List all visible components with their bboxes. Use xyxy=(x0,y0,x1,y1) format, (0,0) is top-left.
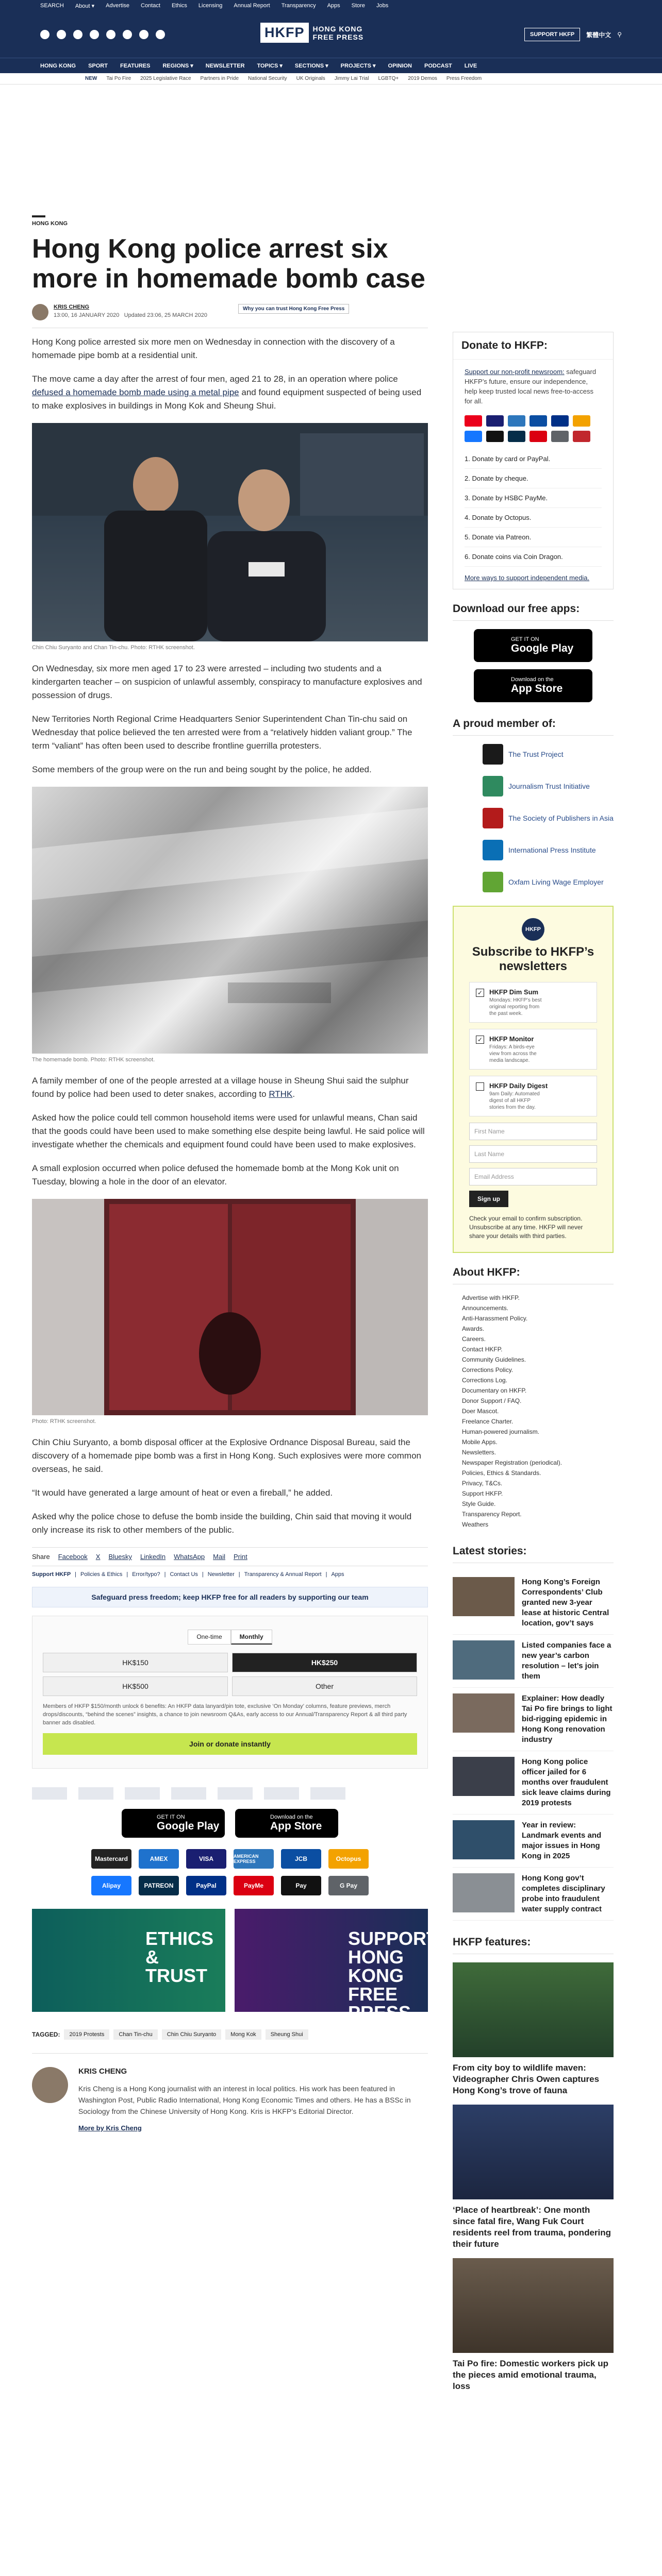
feature-story[interactable] xyxy=(453,2105,614,2250)
google-play-label: Google Play xyxy=(157,1820,220,1832)
feature-headline: From city boy to wildlife maven: Videographer Chris Owen captures Hong Kong’s trove of fauna xyxy=(453,2063,600,2095)
story-thumbnail xyxy=(453,1757,515,1796)
rthk-link[interactable]: RTHK xyxy=(269,1089,293,1099)
newsletter-option[interactable] xyxy=(469,1029,597,1070)
app-store-label: App Store xyxy=(511,683,563,694)
share-label: Share xyxy=(32,1553,50,1561)
newsletter-logo: HKFP xyxy=(522,918,544,941)
tag[interactable]: 2019 Protests xyxy=(64,2029,109,2040)
byline-text xyxy=(54,304,207,318)
about-link[interactable]: Doer Mascot. xyxy=(462,1408,499,1415)
payme-icon xyxy=(529,431,547,442)
member-name: The Society of Publishers in Asia xyxy=(508,814,614,822)
oxfam-logo[interactable] xyxy=(218,1787,253,1800)
trending-link[interactable]: National Security xyxy=(248,76,287,81)
ipi-icon xyxy=(483,840,503,860)
trending-link[interactable]: UK Originals xyxy=(296,76,325,81)
support-link[interactable]: Newsletter xyxy=(207,1571,235,1578)
topbar-item-search[interactable]: SEARCH xyxy=(40,3,64,9)
paragraph-text: A family member of one of the people arrested at a village house in Sheung Shui said the sulphur found by police had been used to deter snakes, according to xyxy=(32,1076,409,1099)
tags-label: TAGGED: xyxy=(32,2031,60,2038)
topbar-item-jobs[interactable]: Jobs xyxy=(376,3,389,9)
article xyxy=(32,215,438,2132)
rss-icon[interactable] xyxy=(156,30,165,39)
jti-icon xyxy=(483,776,503,796)
topbar-item-ethics[interactable]: Ethics xyxy=(171,3,187,9)
paragraph xyxy=(32,1074,428,1101)
membership-note: Members of HKFP $150/month unlock 6 benefits: An HKFP data lanyard/pin tote, exclusive ‘On Monday’ columns, feature previews, merch drops/discounts, “behind the scenes” insights, a chance to join newsroom Q&As, early access to our Annual/Transparency Report & all third party banner ads disabled. xyxy=(43,1703,407,1726)
paragraph: Asked why the police chose to defuse the bomb inside the building, Chin said that moving it would only increase its risk to other members of the public. xyxy=(32,1512,412,1535)
support-link[interactable]: Apps xyxy=(331,1571,344,1578)
about-link[interactable]: Careers. xyxy=(462,1335,486,1343)
trending-link[interactable]: 2019 Demos xyxy=(408,76,437,81)
award-logo-2[interactable] xyxy=(310,1787,345,1800)
link-separator: | xyxy=(164,1571,166,1578)
support-link[interactable]: Contact Us xyxy=(170,1571,198,1578)
octopus-icon xyxy=(573,415,590,427)
app-store-small: Download on the xyxy=(270,1814,313,1820)
link-separator: | xyxy=(126,1571,128,1578)
story-headline: Listed companies face a new year’s carbon resolution – let’s join them xyxy=(522,1641,611,1681)
support-links xyxy=(32,1566,428,1583)
story-headline: Hong Kong gov’t completes disciplinary probe into fraudulent water supply contract xyxy=(522,1874,605,1913)
about-link[interactable]: Contact HKFP. xyxy=(462,1346,503,1353)
amount-option[interactable]: HK$150 xyxy=(43,1653,228,1672)
google-play-small: GET IT ON xyxy=(511,636,539,642)
app-store-small: Download on the xyxy=(511,676,554,683)
patreon-icon xyxy=(508,431,525,442)
mastercard-icon xyxy=(465,415,482,427)
share-x[interactable]: X xyxy=(95,1553,101,1561)
donate-method[interactable]: 6. Donate coins via Coin Dragon. xyxy=(465,547,602,567)
newsletter-box xyxy=(453,906,614,1253)
paragraph xyxy=(32,372,428,413)
more-by-author-link[interactable]: More by Kris Cheng xyxy=(78,2124,142,2132)
ipi-logo[interactable] xyxy=(171,1787,206,1800)
jti-logo[interactable] xyxy=(78,1787,113,1800)
about-link[interactable]: Mobile Apps. xyxy=(462,1438,498,1446)
checkbox-unchecked[interactable] xyxy=(476,1082,484,1091)
member-logos-row xyxy=(32,1787,428,1800)
donate-method[interactable]: 1. Donate by card or PayPal. xyxy=(465,449,602,469)
jcb-icon xyxy=(529,415,547,427)
member-name: Journalism Trust Initiative xyxy=(508,782,590,790)
member-list xyxy=(453,744,614,892)
about-link[interactable]: Transparency Report. xyxy=(462,1511,522,1518)
about-link[interactable]: Announcements. xyxy=(462,1304,509,1312)
about-link[interactable]: Privacy, T&Cs. xyxy=(462,1480,503,1487)
donation-widget xyxy=(32,1616,428,1769)
photo-officers xyxy=(32,423,428,641)
american-express-icon: AMERICAN EXPRESS xyxy=(234,1849,274,1869)
signup-button[interactable]: Sign up xyxy=(469,1191,508,1207)
share-facebook[interactable]: Facebook xyxy=(58,1553,88,1561)
google-play-button[interactable] xyxy=(122,1809,225,1838)
newsletter-title: Subscribe to HKFP’s newsletters xyxy=(472,945,594,973)
trust-pill[interactable]: Why you can trust Hong Kong Free Press xyxy=(238,304,349,314)
first-name-input[interactable]: First Name xyxy=(469,1123,597,1140)
topbar-item-transparency[interactable]: Transparency xyxy=(281,3,316,9)
nav-sport[interactable]: SPORT xyxy=(88,62,108,69)
nav-projects[interactable]: PROJECTS ▾ xyxy=(340,63,376,69)
amount-option-selected[interactable]: HK$250 xyxy=(232,1653,417,1672)
visa-icon xyxy=(486,415,504,427)
logo-mark: HKFP xyxy=(260,23,309,43)
share-linkedin[interactable]: LinkedIn xyxy=(140,1553,166,1561)
inline-link[interactable]: defused a homemade bomb made using a metal pipe xyxy=(32,387,239,397)
link-separator: | xyxy=(202,1571,204,1578)
link-separator: | xyxy=(75,1571,77,1578)
feature-stories xyxy=(453,1962,614,2392)
latest-stories xyxy=(453,1571,614,1921)
apps-title: Download our free apps: xyxy=(453,603,614,621)
jcb-icon: JCB xyxy=(281,1849,321,1869)
logo-line-1: HONG KONG xyxy=(312,24,363,33)
app-store-button[interactable] xyxy=(235,1809,338,1838)
about-link[interactable]: Newsletters. xyxy=(462,1449,496,1456)
newsletter-note: Check your email to confirm subscription. Unsubscribe at any time. HKFP will never share your details with third parties. xyxy=(469,1215,583,1240)
paypal-icon: PayPal xyxy=(186,1876,226,1895)
nav-podcast[interactable]: PODCAST xyxy=(424,62,452,69)
nav-newsletter[interactable]: NEWSLETTER xyxy=(205,62,245,69)
support-link[interactable]: Error/typo? xyxy=(132,1571,160,1578)
link-separator: | xyxy=(238,1571,240,1578)
paragraph: Asked how the police could tell common household items were used for unlawful means, Chan said that the goods could have been used to make something else despite being lawful. He said police will investigate whether the chemicals and equipment found could have been used to make explosives. xyxy=(32,1113,425,1149)
member-name: International Press Institute xyxy=(508,846,596,854)
last-name-input[interactable]: Last Name xyxy=(469,1145,597,1163)
nav-features[interactable]: FEATURES xyxy=(120,62,151,69)
email-input[interactable]: Email Address xyxy=(469,1168,597,1185)
sidebar-app-store-button[interactable] xyxy=(474,669,592,702)
feature-story[interactable] xyxy=(453,2258,614,2392)
about-link[interactable]: Documentary on HKFP. xyxy=(462,1387,527,1394)
social-links xyxy=(40,30,165,39)
nav-sections[interactable]: SECTIONS ▾ xyxy=(294,63,328,69)
instagram-icon[interactable] xyxy=(73,30,82,39)
trending-bar xyxy=(0,73,662,84)
threads-icon[interactable] xyxy=(90,30,99,39)
checkbox-checked[interactable]: ✓ xyxy=(476,1036,484,1044)
support-link[interactable]: Policies & Ethics xyxy=(80,1571,123,1578)
support-link[interactable]: Transparency & Annual Report xyxy=(244,1571,322,1578)
facebook-icon[interactable] xyxy=(40,30,49,39)
promo-banners xyxy=(32,1909,438,2023)
nav-live[interactable]: LIVE xyxy=(464,62,477,69)
category-rule xyxy=(32,215,45,217)
trending-link[interactable]: Partners in Pride xyxy=(200,76,239,81)
feature-headline: ‘Place of heartbreak’: One month since fatal fire, Wang Fuk Court residents reel from trauma, pondering their future xyxy=(453,2205,611,2249)
photo-elevator xyxy=(32,1199,428,1415)
language-switch[interactable]: 繁體中文 xyxy=(586,31,611,39)
about-link[interactable]: Donor Support / FAQ. xyxy=(462,1397,522,1404)
updated-date: Updated 23:06, 25 MARCH 2020 xyxy=(124,312,208,318)
member-oxfam[interactable] xyxy=(483,872,614,892)
nav-regions[interactable]: REGIONS ▾ xyxy=(162,63,193,69)
latest-story[interactable] xyxy=(453,1751,614,1815)
about-link[interactable]: Awards. xyxy=(462,1325,485,1332)
feature-headline: Tai Po fire: Domestic workers pick up the pieces amid emotional trauma, loss xyxy=(453,2359,608,2391)
amount-option[interactable]: Other xyxy=(232,1676,417,1696)
donate-title: Donate to HKFP: xyxy=(453,332,613,360)
story-headline: Explainer: How deadly Tai Po fire brings to light bid-rigging epidemic in Hong Kong renovation industry xyxy=(522,1694,613,1744)
member-title: A proud member of: xyxy=(453,718,614,736)
photo-bomb xyxy=(32,787,428,1054)
trust-project-icon xyxy=(483,744,503,765)
feature-image xyxy=(453,1962,614,2057)
linkedin-icon[interactable] xyxy=(139,30,148,39)
story-headline: Hong Kong police officer jailed for 6 months over fraudulent sick leave claims during 2019 protests xyxy=(522,1757,611,1807)
topbar-item-advertise[interactable]: Advertise xyxy=(106,3,130,9)
sidebar-app-buttons xyxy=(453,629,614,702)
publish-date: 13:00, 16 JANUARY 2020 xyxy=(54,312,120,318)
google-pay-icon xyxy=(551,431,569,442)
newsletter-option-name: HKFP Dim Sum xyxy=(489,988,539,996)
paragraph: Hong Kong police arrested six more men on Wednesday in connection with the discovery of a homemade pipe bomb at a residential unit. xyxy=(32,337,395,360)
google-play-label: Google Play xyxy=(511,642,574,654)
donate-method[interactable]: 2. Donate by cheque. xyxy=(465,469,602,488)
about-links xyxy=(453,1293,614,1530)
x-icon[interactable] xyxy=(57,30,66,39)
paragraph: Some members of the group were on the run and being sought by the police, he added. xyxy=(32,765,372,774)
feature-story[interactable] xyxy=(453,1962,614,2096)
ethics-trust-banner[interactable]: ETHICS & TRUST xyxy=(32,1909,225,2012)
photo-caption: Photo: RTHK screenshot. xyxy=(32,1418,96,1425)
newsletter-option[interactable] xyxy=(469,1076,597,1116)
patreon-icon: PATREON xyxy=(139,1876,179,1895)
topbar-item-annual-report[interactable]: Annual Report xyxy=(234,3,270,9)
feature-image xyxy=(453,2105,614,2199)
donate-intro xyxy=(465,367,602,406)
tag[interactable]: Mong Kok xyxy=(225,2029,261,2040)
topbar-item-apps[interactable]: Apps xyxy=(327,3,340,9)
feature-image xyxy=(453,2258,614,2353)
story-thumbnail xyxy=(453,1693,515,1733)
story-headline: Hong Kong’s Foreign Correspondents’ Club granted new 3-year lease at historic Central location, gov’t says xyxy=(522,1578,609,1628)
utility-bar xyxy=(0,0,662,11)
member-ipi[interactable] xyxy=(483,840,614,860)
latest-story[interactable] xyxy=(453,1868,614,1921)
paypal-icon xyxy=(551,415,569,427)
search-icon[interactable]: ⚲ xyxy=(617,31,622,38)
mastercard-icon: Mastercard xyxy=(91,1849,131,1869)
topbar-item-about[interactable]: About ▾ xyxy=(75,3,95,9)
award-logo[interactable] xyxy=(264,1787,299,1800)
trending-label: NEW xyxy=(85,76,97,81)
tab-one-time[interactable]: One-time xyxy=(188,1630,230,1645)
author-photo[interactable] xyxy=(32,2067,68,2103)
share-bar xyxy=(32,1547,428,1566)
newsletter-option-desc: Fridays: A birds-eye view from across the media landscape. xyxy=(489,1044,537,1063)
latest-story[interactable] xyxy=(453,1571,614,1635)
article-category[interactable]: HONG KONG xyxy=(32,221,68,227)
about-link[interactable]: Style Guide. xyxy=(462,1500,496,1507)
newsletter-option-name: HKFP Daily Digest xyxy=(489,1082,548,1090)
oxfam-icon xyxy=(483,872,503,892)
about-title: About HKFP: xyxy=(453,1266,614,1284)
amount-options xyxy=(43,1653,417,1696)
photo-caption: Chin Chiu Suryanto and Chan Tin-chu. Photo: RTHK screenshot. xyxy=(32,645,195,651)
topbar-item-store[interactable]: Store xyxy=(351,3,365,9)
more-ways-link[interactable]: More ways to support independent media. xyxy=(465,574,590,582)
about-link[interactable]: Newspaper Registration (periodical). xyxy=(462,1459,562,1466)
latest-story[interactable] xyxy=(453,1688,614,1751)
logo-line-2: FREE PRESS xyxy=(312,32,364,41)
safeguard-banner[interactable]: Safeguard press freedom; keep HKFP free for all readers by supporting our team xyxy=(32,1587,428,1607)
payment-logos xyxy=(32,1849,428,1869)
support-hkfp-button[interactable]: SUPPORT HKFP xyxy=(524,28,580,41)
join-donate-button[interactable]: Join or donate instantly xyxy=(43,1733,417,1755)
about-link[interactable]: Freelance Charter. xyxy=(462,1418,514,1425)
apple-pay-icon: Pay xyxy=(281,1876,321,1895)
donate-method[interactable]: 5. Donate via Patreon. xyxy=(465,528,602,547)
payme-icon: PayMe xyxy=(234,1876,274,1895)
photo-bomb-art xyxy=(32,787,428,1054)
features-title: HKFP features: xyxy=(453,1936,614,1954)
byline xyxy=(32,304,428,320)
paragraph: “It would have generated a large amount of heat or even a fireball,” he added. xyxy=(32,1488,333,1498)
about-link[interactable]: Community Guidelines. xyxy=(462,1356,526,1363)
newsletter-option-name: HKFP Monitor xyxy=(489,1035,534,1043)
site-header xyxy=(0,11,662,58)
bluesky-icon[interactable] xyxy=(106,30,115,39)
topbar-item-licensing[interactable]: Licensing xyxy=(198,3,223,9)
about-link[interactable]: Corrections Policy. xyxy=(462,1366,514,1374)
newsletter-option-desc: Mondays: HKFP’s best original reporting from the past week. xyxy=(489,997,542,1016)
donate-payment-icons xyxy=(465,415,602,442)
support-link[interactable]: Support HKFP xyxy=(32,1571,71,1578)
nav-opinion[interactable]: OPINION xyxy=(388,62,412,69)
member-sopa[interactable] xyxy=(483,808,614,828)
payment-logos-2 xyxy=(32,1876,428,1895)
story-headline: Year in review: Landmark events and major issues in Hong Kong in 2025 xyxy=(522,1821,602,1860)
tag[interactable]: Sheung Shui xyxy=(266,2029,308,2040)
paragraph-text: and found equipment suspected of being used to make explosives in buildings in Mong Kok and Sheung Shui. xyxy=(32,387,422,411)
share-print[interactable]: Print xyxy=(233,1553,247,1561)
frequency-tabs xyxy=(43,1630,417,1645)
google-play-small: GET IT ON xyxy=(157,1814,185,1820)
about-link[interactable]: Support HKFP. xyxy=(462,1490,503,1497)
support-hkfp-banner[interactable]: SUPPORT HONG KONG FREE PRESS xyxy=(235,1909,428,2012)
paragraph: Chin Chiu Suryanto, a bomb disposal officer at the Explosive Ordnance Disposal Bureau, said the discovery of a homemade pipe bomb was a first in Hong Kong. Such explosives were more common overseas, he said. xyxy=(32,1437,421,1474)
tag[interactable]: Chan Tin-chu xyxy=(113,2029,157,2040)
story-thumbnail xyxy=(453,1873,515,1912)
amount-option[interactable]: HK$500 xyxy=(43,1676,228,1696)
photo-officers-art xyxy=(32,423,428,641)
about-link[interactable]: Human-powered journalism. xyxy=(462,1428,540,1435)
latest-title: Latest stories: xyxy=(453,1545,614,1563)
tab-monthly[interactable]: Monthly xyxy=(231,1630,272,1645)
unionpay-icon xyxy=(573,431,590,442)
paragraph: A small explosion occurred when police defused the homemade bomb at the Mong Kok unit on Tuesday, blowing a hole in the door of an elevator. xyxy=(32,1163,399,1187)
newsletter-option[interactable] xyxy=(469,982,597,1023)
amex-icon xyxy=(508,415,525,427)
donate-method[interactable]: 3. Donate by HSBC PayMe. xyxy=(465,488,602,508)
paragraph-text: The move came a day after the arrest of four men, aged 21 to 28, in an operation where police xyxy=(32,374,398,384)
latest-story[interactable] xyxy=(453,1815,614,1868)
about-link[interactable]: Weathers xyxy=(462,1521,489,1528)
about-link[interactable]: Advertise with HKFP. xyxy=(462,1294,520,1301)
apple-pay-icon xyxy=(486,431,504,442)
member-trust-project[interactable] xyxy=(483,744,614,765)
link-separator: | xyxy=(325,1571,327,1578)
latest-story[interactable] xyxy=(453,1635,614,1688)
about-link[interactable]: Anti-Harassment Policy. xyxy=(462,1315,528,1322)
google-pay-icon: G Pay xyxy=(328,1876,369,1895)
visa-icon: VISA xyxy=(186,1849,226,1869)
author-box xyxy=(32,2053,428,2132)
tags xyxy=(32,2029,428,2040)
donate-method[interactable]: 4. Donate by Octopus. xyxy=(465,508,602,528)
photo-elevator-art xyxy=(32,1199,428,1415)
trending-link[interactable]: Jimmy Lai Trial xyxy=(334,76,369,81)
donate-box xyxy=(453,332,614,589)
site-logo[interactable] xyxy=(260,23,363,43)
donate-intro-text: safeguard HKFP’s future, ensure our independence, help keep trusted local news free-to-access for all. xyxy=(465,368,597,405)
trust-project-logo[interactable] xyxy=(32,1787,67,1800)
app-buttons xyxy=(32,1809,428,1838)
amex-icon: AMEX xyxy=(139,1849,179,1869)
member-name: Oxfam Living Wage Employer xyxy=(508,878,604,886)
author-avatar[interactable] xyxy=(32,304,48,320)
sidebar-google-play-button[interactable] xyxy=(474,629,592,662)
sopa-logo[interactable] xyxy=(125,1787,160,1800)
youtube-icon[interactable] xyxy=(123,30,132,39)
alipay-icon xyxy=(465,431,482,442)
share-bluesky[interactable]: Bluesky xyxy=(108,1553,132,1561)
trending-link[interactable]: Tai Po Fire xyxy=(106,76,131,81)
story-thumbnail xyxy=(453,1820,515,1859)
member-name: The Trust Project xyxy=(508,750,564,758)
donate-methods xyxy=(465,449,602,567)
nav-hong-kong[interactable]: HONG KONG xyxy=(40,62,76,69)
share-mail[interactable]: Mail xyxy=(213,1553,225,1561)
sidebar xyxy=(453,332,614,2400)
sopa-icon xyxy=(483,808,503,828)
octopus-icon: Octopus xyxy=(328,1849,369,1869)
story-thumbnail xyxy=(453,1640,515,1680)
app-store-label: App Store xyxy=(270,1820,322,1832)
checkbox-checked[interactable]: ✓ xyxy=(476,989,484,997)
story-thumbnail xyxy=(453,1577,515,1616)
about-link[interactable]: Corrections Log. xyxy=(462,1377,508,1384)
nav-topics[interactable]: TOPICS ▾ xyxy=(257,63,283,69)
donate-intro-link[interactable]: Support our non-profit newsroom: xyxy=(465,368,565,376)
author-name[interactable]: KRIS CHENG xyxy=(54,304,90,310)
paragraph: New Territories North Regional Crime Headquarters Senior Superintendent Chan Tin-chu said on Wednesday that police believed the ten arrested were from a “relatively hidden valiant group.” The term “valiant” has often been used to describe frontline guerrilla protesters. xyxy=(32,714,412,751)
author-bio: Kris Cheng is a Hong Kong journalist with an interest in local politics. His work has been featured in Washington Post, Public Radio International, Hong Kong Economic Times and others. He has a BSSc in Sociology from the Chinese University of Hong Kong. Kris is HKFP’s Editorial Director. xyxy=(78,2084,411,2115)
trending-link[interactable]: Press Freedom xyxy=(446,76,482,81)
newsletter-option-desc: 9am Daily: Automated digest of all HKFP stories from the day. xyxy=(489,1091,540,1110)
logo-wordmark xyxy=(313,25,364,41)
about-link[interactable]: Policies, Ethics & Standards. xyxy=(462,1469,541,1477)
paragraph: On Wednesday, six more men aged 17 to 23 were arrested – including two students and a kindergarten teacher – on suspicion of unlawful assembly, conspiracy to manufacture explosives and possession of drugs. xyxy=(32,664,422,700)
alipay-icon: Alipay xyxy=(91,1876,131,1895)
main-navigation xyxy=(0,58,662,73)
topbar-item-contact[interactable]: Contact xyxy=(141,3,160,9)
share-whatsapp[interactable]: WhatsApp xyxy=(174,1553,205,1561)
trending-link[interactable]: LGBTQ+ xyxy=(378,76,399,81)
header-actions xyxy=(524,28,622,41)
tag[interactable]: Chin Chiu Suryanto xyxy=(162,2029,221,2040)
trending-link[interactable]: 2025 Legislative Race xyxy=(140,76,191,81)
author-box-name[interactable]: KRIS CHENG xyxy=(78,2067,127,2076)
paragraph-text: . xyxy=(292,1089,295,1099)
member-jti[interactable] xyxy=(483,776,614,796)
photo-caption: The homemade bomb. Photo: RTHK screenshot. xyxy=(32,1057,155,1063)
article-title: Hong Kong police arrest six more in homemade bomb case xyxy=(32,234,425,294)
